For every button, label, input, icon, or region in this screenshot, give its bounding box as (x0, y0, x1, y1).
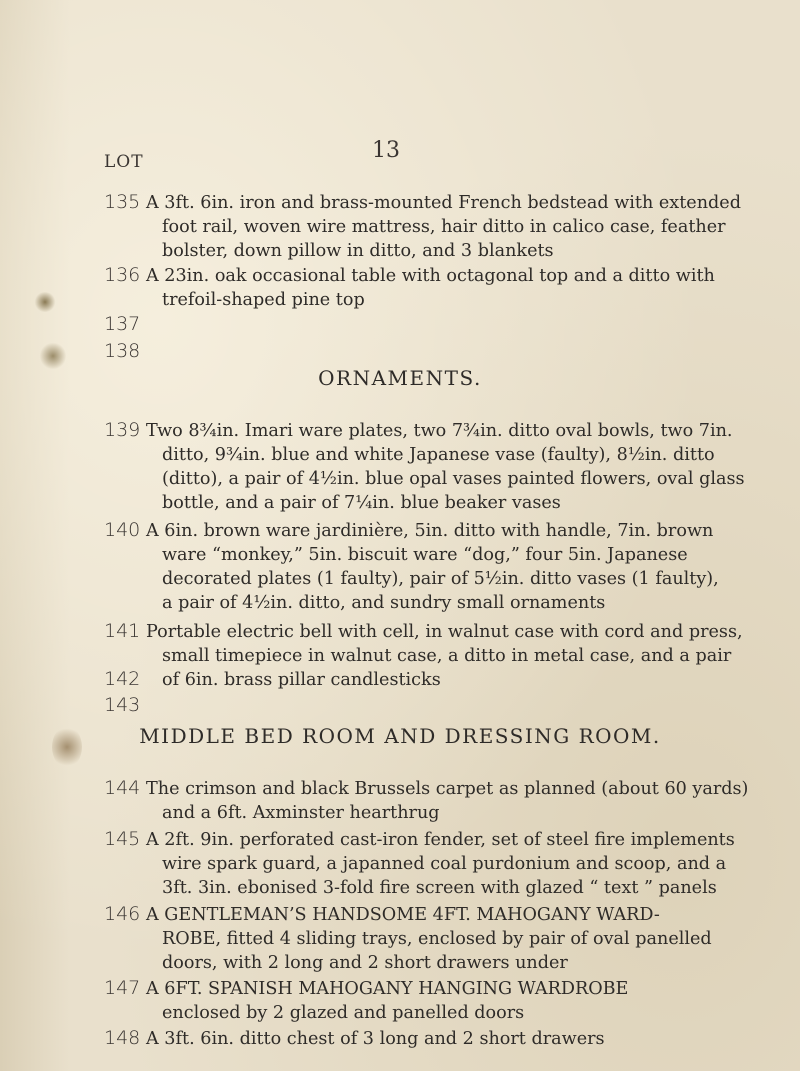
lot-number: 140 (104, 519, 141, 541)
lot-line: A 2ft. 9in. perforated cast-iron fender, set of steel fire implements (146, 830, 735, 850)
lot-number: 144 (104, 777, 141, 799)
lot-description (146, 977, 788, 1025)
lot-column-header: LOT (104, 152, 144, 172)
lot-number: 145 (104, 828, 141, 850)
lot-number: 137 (104, 313, 141, 335)
lot-line: bolster, down pillow in ditto, and 3 blankets (162, 241, 554, 261)
lot-line: Two 8¾in. Imari ware plates, two 7¾in. ditto oval bowls, two 7in. (146, 421, 733, 441)
lot-line: A 6FT. SPANISH MAHOGANY HANGING WARDROBE (146, 979, 629, 999)
lot-description (146, 1027, 788, 1051)
lot-line: trefoil-shaped pine top (162, 290, 365, 310)
lot-line: small timepiece in walnut case, a ditto in metal case, and a pair (162, 646, 732, 666)
lot-number: 148 (104, 1027, 141, 1049)
lot-number: 136 (104, 264, 141, 286)
lot-number: 146 (104, 903, 141, 925)
lot-line: enclosed by 2 glazed and panelled doors (162, 1003, 525, 1023)
lot-description (146, 264, 788, 312)
lot-line: A 3ft. 6in. ditto chest of 3 long and 2 short drawers (146, 1029, 605, 1049)
lot-number: 142 (104, 668, 141, 690)
lot-line: The crimson and black Brussels carpet as planned (about 60 yards) (146, 779, 749, 799)
section-heading-middle-bedroom: MIDDLE BED ROOM AND DRESSING ROOM. (139, 724, 661, 748)
lot-line: (ditto), a pair of 4½in. blue opal vases painted flowers, oval glass (162, 469, 745, 489)
lot-line: foot rail, woven wire mattress, hair ditto in calico case, feather (162, 217, 726, 237)
lot-line: Portable electric bell with cell, in walnut case with cord and press, (146, 622, 743, 642)
lot-line: A 23in. oak occasional table with octagonal top and a ditto with (146, 266, 715, 286)
lot-line: wire spark guard, a japanned coal purdonium and scoop, and a (162, 854, 727, 874)
lot-number: 141 (104, 620, 141, 642)
paper-stain (34, 292, 56, 312)
lot-line: and a 6ft. Axminster hearthrug (162, 803, 440, 823)
lot-description (146, 519, 788, 615)
lot-description (146, 419, 788, 515)
lot-line: doors, with 2 long and 2 short drawers under (162, 953, 568, 973)
lot-description (146, 620, 788, 692)
lot-number: 135 (104, 191, 141, 213)
lot-line: ROBE, fitted 4 sliding trays, enclosed by pair of oval panelled (162, 929, 712, 949)
page-number: 13 (372, 138, 400, 163)
lot-description (146, 903, 788, 975)
lot-line: A 3ft. 6in. iron and brass-mounted French bedstead with extended (146, 193, 741, 213)
lot-line: A 6in. brown ware jardinière, 5in. ditto with handle, 7in. brown (146, 521, 714, 541)
lot-number: 138 (104, 340, 141, 362)
lot-description (146, 828, 788, 900)
lot-description (146, 191, 788, 263)
lot-line: 3ft. 3in. ebonised 3-fold fire screen with glazed “ text ” panels (162, 878, 717, 898)
lot-line: a pair of 4½in. ditto, and sundry small ornaments (162, 593, 606, 613)
lot-line: of 6in. brass pillar candlesticks (162, 670, 441, 690)
lot-line: A GENTLEMAN’S HANDSOME 4FT. MAHOGANY WARD- (146, 905, 660, 925)
lot-number: 139 (104, 419, 141, 441)
lot-number: 143 (104, 694, 141, 716)
lot-description (146, 777, 788, 825)
lot-line: ditto, 9¾in. blue and white Japanese vase (faulty), 8½in. ditto (162, 445, 715, 465)
lot-line: ware “monkey,” 5in. biscuit ware “dog,” four 5in. Japanese (162, 545, 688, 565)
lot-number: 147 (104, 977, 141, 999)
section-heading-ornaments: ORNAMENTS. (318, 366, 482, 390)
lot-line: bottle, and a pair of 7¼in. blue beaker vases (162, 493, 561, 513)
lot-line: decorated plates (1 faulty), pair of 5½in. ditto vases (1 faulty), (162, 569, 719, 589)
